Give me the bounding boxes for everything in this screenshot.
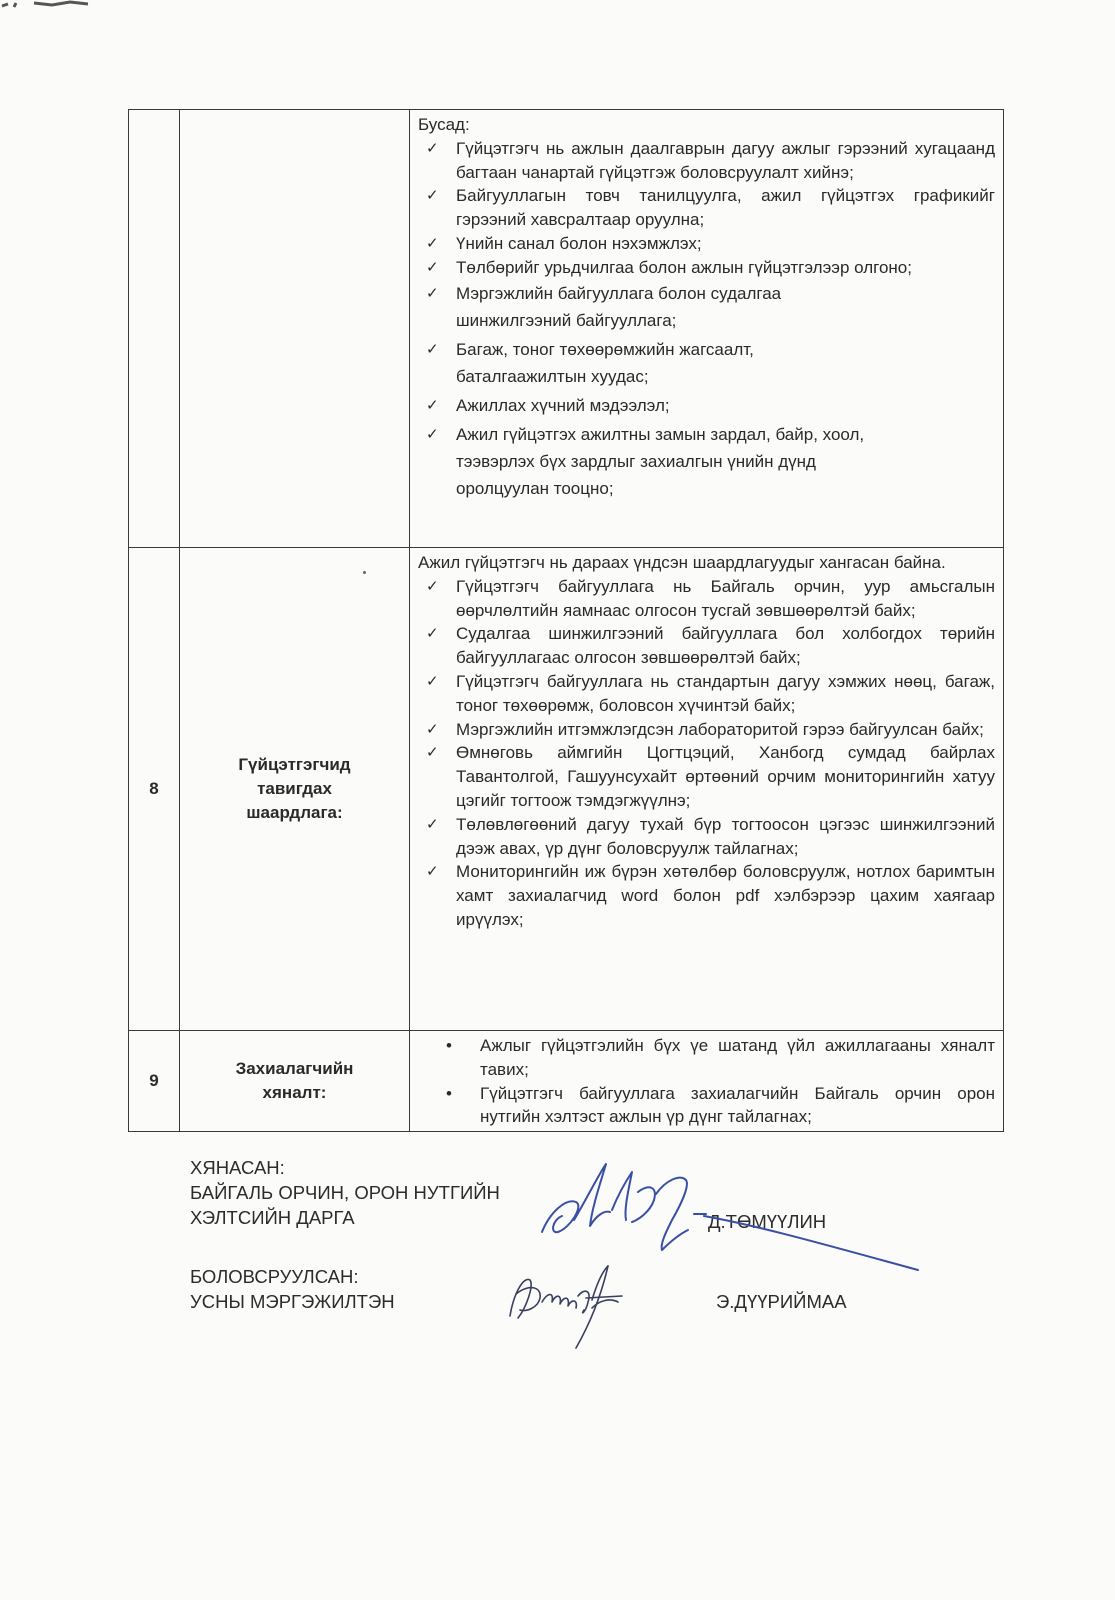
requirements-table xyxy=(128,109,1004,1132)
scan-artifact xyxy=(0,0,110,14)
reviewed-caption: ХЯНАСАН: xyxy=(190,1157,285,1178)
row-label xyxy=(180,1031,410,1132)
reviewed-title-line1: БАЙГАЛЬ ОРЧИН, ОРОН НУТГИЙН xyxy=(190,1182,500,1203)
list-item: ✓ Гүйцэтгэгч байгууллага нь Байгаль орчин, уур амьсгалын өөрчлөлтийн яамнаас олгосон тусгай зөвшөөрөлтэй байх; xyxy=(456,575,995,623)
row-number: 8 xyxy=(129,548,180,1031)
row-label xyxy=(180,548,410,1031)
list-item: ✓ Төлбөрийг урьдчилгаа болон ажлын гүйцэтгэлээр олгоно; xyxy=(456,256,995,280)
row-label-text: Захиалагчийн хяналт: xyxy=(235,1059,354,1103)
reviewed-block xyxy=(190,1155,500,1230)
scan-speck xyxy=(363,571,366,574)
list-item: ✓ Ажиллах хүчний мэдээлэл; xyxy=(456,392,836,419)
prepared-block xyxy=(190,1264,395,1314)
other-checklist-cont xyxy=(418,280,865,502)
prepared-caption: БОЛОВСРУУЛСАН: xyxy=(190,1266,359,1287)
table-row-other xyxy=(129,110,1004,548)
list-item: • Гүйцэтгэгч байгууллага захиалагчийн Байгаль орчин орон нутгийн хэлтэст ажлын үр дүнг тайлагнах; xyxy=(480,1082,995,1130)
row-content-9 xyxy=(410,1031,1004,1132)
row-number: 9 xyxy=(129,1031,180,1132)
reviewed-name: Д.ТӨМҮҮЛИН xyxy=(708,1211,827,1232)
row-number xyxy=(129,110,180,548)
prepared-name: Э.ДҮҮРИЙМАА xyxy=(716,1291,847,1312)
table-row-8 xyxy=(129,548,1004,1031)
list-item: ✓ Мэргэжлийн итгэмжлэгдсэн лабораторитой гэрээ байгуулсан байх; xyxy=(456,718,995,742)
other-checklist xyxy=(418,137,995,280)
row-8-intro: Ажил гүйцэтгэгч нь дараах үндсэн шаардлагуудыг хангасан байна. xyxy=(418,553,946,572)
list-item: ✓ Ажил гүйцэтгэх ажилтны замын зардал, байр, хоол, тээвэрлэх бүх зардлыг захиалгын үнийн дүнд оролцуулан тооцно; xyxy=(456,421,906,502)
list-item: ✓ Үнийн санал болон нэхэмжлэх; xyxy=(456,232,995,256)
list-item: ✓ Мониторингийн иж бүрэн хөтөлбөр боловсруулж, нотлох баримтын хамт захиалагчид word болон pdf хэлбэрээр цахим хаягаар ирүүлэх; xyxy=(456,860,995,931)
row-label-text: Гүйцэтгэгчид тавигдах шаардлага: xyxy=(238,755,351,822)
list-item: ✓ Судалгаа шинжилгээний байгууллага бол холбогдох төрийн байгууллагаас олгосон зөвшөөрөлтэй байх; xyxy=(456,622,995,670)
row-label xyxy=(180,110,410,548)
row-content-other xyxy=(410,110,1004,548)
preparer-signature-image xyxy=(500,1240,640,1360)
list-item: ✓ Гүйцэтгэгч байгууллага нь стандартын дагуу хэмжих нөөц, багаж, тоног төхөөрөмж, боловсон хүчинтэй байх; xyxy=(456,670,995,718)
reviewed-title-line2: ХЭЛТСИЙН ДАРГА xyxy=(190,1207,355,1228)
row-content-8 xyxy=(410,548,1004,1031)
list-item: ✓ Байгууллагын товч танилцуулга, ажил гүйцэтгэх графикийг гэрээний хавсралтаар оруулна; xyxy=(456,184,995,232)
list-item: ✓ Төлөвлөгөөний дагуу тухай бүр тогтоосон цэгээс шинжилгээний дээж авах, үр дүнг боловсруулж тайлагнах; xyxy=(456,813,995,861)
other-heading: Бусад: xyxy=(418,115,470,134)
prepared-title-line1: УСНЫ МЭРГЭЖИЛТЭН xyxy=(190,1291,395,1312)
row-9-list xyxy=(418,1034,995,1129)
list-item: • Ажлыг гүйцэтгэлийн бүх үе шатанд үйл ажиллагааны хяналт тавих; xyxy=(480,1034,995,1082)
list-item: ✓ Мэргэжлийн байгууллага болон судалгаа шинжилгээний байгууллага; xyxy=(456,280,836,334)
row-8-checklist xyxy=(418,575,995,932)
list-item: ✓ Гүйцэтгэгч нь ажлын даалгаврын дагуу ажлыг гэрээний хугацаанд багтаан чанартай гүйцэтгэж боловсруулалт хийнэ; xyxy=(456,137,995,185)
table-row-9 xyxy=(129,1031,1004,1132)
list-item: ✓ Багаж, тоног төхөөрөмжийн жагсаалт, баталгаажилтын хуудас; xyxy=(456,336,836,390)
list-item: ✓ Өмнөговь аймгийн Цогтцэций, Ханбогд сумдад байрлах Тавантолгой, Гашуунсухайт өртөөний орчим мониторингийн хатуу цэгийг тогтоож тэмдэгжүүлнэ; xyxy=(456,741,995,812)
